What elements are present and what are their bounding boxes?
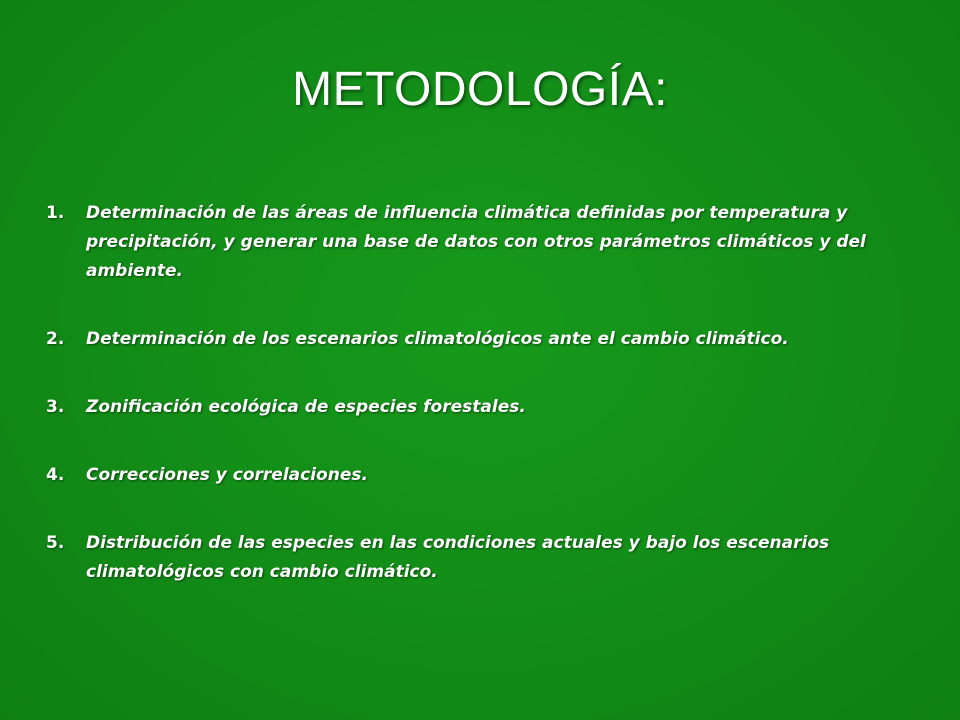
list-item xyxy=(46,325,906,354)
list-item xyxy=(46,199,906,286)
item-number: 1. xyxy=(46,203,65,223)
list-item xyxy=(46,529,906,587)
item-text: Zonificación ecológica de especies forestales. xyxy=(86,397,526,417)
list-item xyxy=(46,393,906,422)
list-item xyxy=(46,461,906,490)
item-text: Correcciones y correlaciones. xyxy=(86,465,368,485)
item-text: Determinación de las áreas de influencia climática definidas por temperatura y precipitación, y generar una base de datos con otros parámetros climáticos y del ambiente. xyxy=(86,203,866,281)
item-text: Determinación de los escenarios climatológicos ante el cambio climático. xyxy=(86,329,789,349)
item-number: 2. xyxy=(46,329,65,349)
item-number: 5. xyxy=(46,533,65,553)
item-number: 3. xyxy=(46,397,65,417)
item-number: 4. xyxy=(46,465,65,485)
slide-title: METODOLOGÍA: xyxy=(292,63,668,116)
item-text: Distribución de las especies en las condiciones actuales y bajo los escenarios climatológicos con cambio climático. xyxy=(86,533,830,582)
methodology-list xyxy=(46,199,906,587)
